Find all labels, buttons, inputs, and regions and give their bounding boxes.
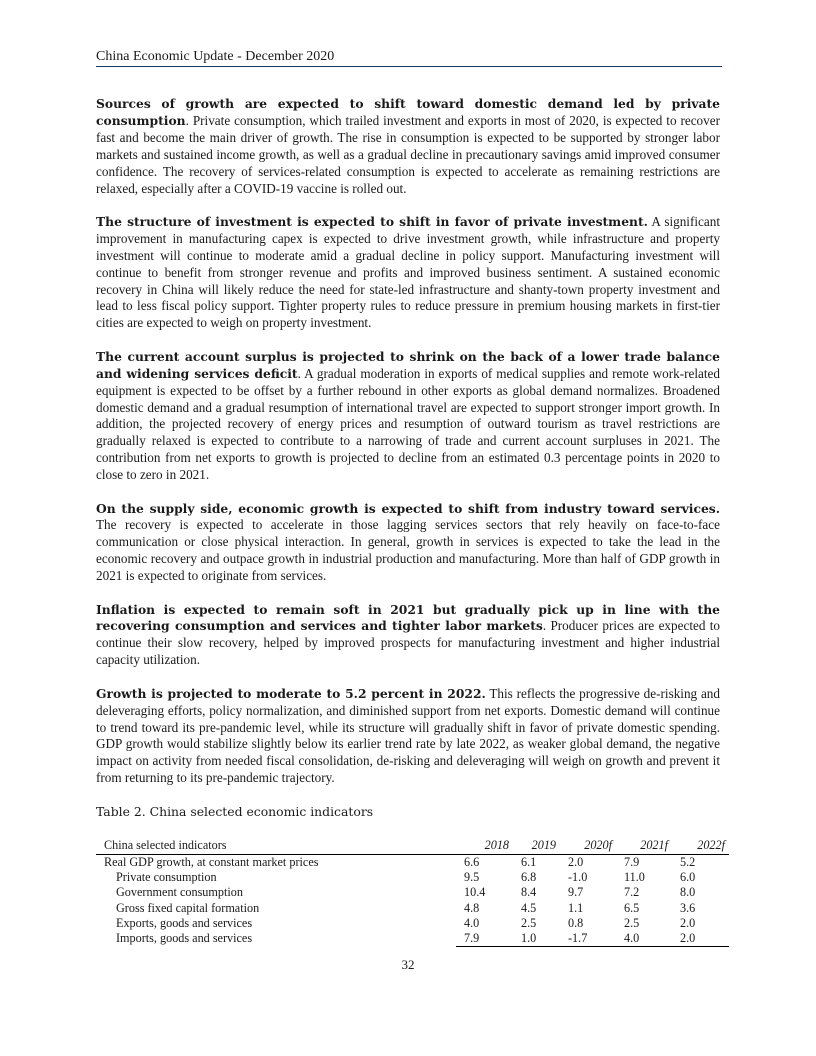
table-row [96,931,729,947]
paragraph-lead: Sources of growth are expected to shift toward domestic demand led by private consumption [96,96,720,128]
row-label: Real GDP growth, at constant market prices [104,854,319,869]
paragraph-supply-side [96,501,720,586]
table-row [96,901,729,916]
cell-value: 5.2 [680,854,696,869]
paragraph-text: The recovery is expected to accelerate in those lagging services sectors that rely heavily on face-to-face communication or close physical interaction. In general, growth in services is expected to take the lead in the economic recovery and outpace growth in industrial production and manufacturing. More than half of GDP growth in 2021 is expected to originate from services. [96,517,720,584]
running-header: China Economic Update - December 2020 [96,49,335,64]
paragraph-growth-2022 [96,686,720,787]
cell-value: 8.0 [680,885,696,900]
paragraph-lead: The structure of investment is expected to shift in favor of private investment. [96,213,648,229]
cell-value: 1.0 [513,931,560,947]
cell-value: 2.0 [680,915,696,930]
table-row [96,854,729,870]
cell-value: 4.0 [464,915,480,930]
paragraph-text: A significant improvement in manufacturing capex is expected to drive investment growth, while infrastructure and property investment will continue to moderate amid a gradual decline in policy support. Manufacturing investment will continue to benefit from stronger revenue and profits and improved business sentiment. A sustained economic recovery in China will likely reduce the need for state-led infrastructure and shanty-town property investment and lead to less fiscal policy support. Tighter property rules to reduce pressure in premium housing markets in first-tier cities are expected to weigh on property investment. [96,213,720,331]
cell-value: 10.4 [464,885,486,900]
table-row [96,916,729,931]
table-header-row [96,838,729,855]
paragraph-current-account [96,349,720,484]
cell-value: 2.5 [521,915,537,930]
row-label: Gross fixed capital formation [116,900,260,915]
cell-value: 2.0 [568,854,584,869]
paragraph-lead: On the supply side, economic growth is expected to shift from industry toward services. [96,500,720,516]
cell-value: 4.8 [464,900,480,915]
paragraph-text: . Producer prices are expected to continue their slow recovery, helped by improved prospects for manufacturing investment and higher industrial capacity utilization. [96,618,721,668]
header-rule [96,66,722,67]
row-label: Imports, goods and services [116,931,253,946]
table-row [96,870,729,885]
table-title: Table 2. China selected economic indicators [96,803,374,819]
cell-value: 2.0 [672,931,729,947]
document-body [96,96,725,947]
paragraph-text: . A gradual moderation in exports of medical supplies and remote work-related equipment is expected to be offset by a further rebound in other exports as global demand normalizes. Broadened domestic demand and a gradual resumption of international travel are expected to support stronger import growth. In addition, the projected recovery of energy prices and resumption of outward tourism as travel restrictions are gradually relaxed is expected to contribute to a narrowing of trade and current account surpluses in 2021. The contribution from net exports to growth is projected to decline from an estimated 0.3 percentage points in 2020 to close to zero in 2021. [96,365,721,483]
cell-value: 7.9 [624,854,640,869]
paragraph-text: . Private consumption, which trailed investment and exports in most of 2020, is expected to recover fast and become the main driver of growth. The rise in consumption is expected to be supported by stronger labor markets and sustained income growth, as well as a gradual decline in precautionary savings amid improved consumer confidence. The recovery of services-related consumption is expected to accelerate as remaining restrictions are relaxed, especially after a COVID-19 vaccine is rolled out. [96,112,720,196]
cell-value: -1.7 [560,931,616,947]
cell-value: 1.1 [568,900,584,915]
cell-value: 7.9 [456,931,513,947]
column-header-2022f: 2022f [672,838,729,855]
cell-value: 8.4 [521,885,537,900]
row-label: Exports, goods and services [116,915,253,930]
indicators-table [96,838,729,948]
cell-value: 3.6 [680,900,696,915]
paragraph-lead: Inflation is expected to remain soft in 2021 but gradually pick up in line with the recovering consumption and services and tighter labor markets [96,601,720,634]
cell-value: -1.0 [568,869,588,884]
cell-value: 11.0 [624,869,645,884]
cell-value: 4.0 [616,931,672,947]
paragraph-investment-structure [96,214,720,332]
paragraph-sources-of-growth [96,96,720,197]
cell-value: 7.2 [624,885,640,900]
cell-value: 9.5 [464,869,480,884]
paragraph-text: This reflects the progressive de-risking and deleveraging efforts, policy normalization, and diminished support from net exports. Domestic demand will continue to trend toward its pre-pandemic level, while its structure will gradually shift in favor of private domestic spending. GDP growth would stabilize slightly below its earlier trend rate by late 2022, as weaker global demand, the negative impact on activity from needed fiscal consolidation, de-risking and deleveraging will weigh on growth and prevent it from returning to its pre-pandemic trajectory. [96,685,720,786]
column-header-2019: 2019 [513,838,560,855]
row-label: Private consumption [116,869,217,884]
cell-value: 6.6 [464,854,480,869]
cell-value: 9.7 [568,885,584,900]
page-number: 32 [401,957,415,972]
column-header-indicator: China selected indicators [96,838,456,855]
cell-value: 6.0 [680,869,696,884]
column-header-2021f: 2021f [616,838,672,855]
cell-value: 6.5 [624,900,640,915]
paragraph-lead: Growth is projected to moderate to 5.2 percent in 2022. [96,685,486,701]
cell-value: 0.8 [568,915,584,930]
paragraph-lead: The current account surplus is projected to shrink on the back of a lower trade balance and widening services deficit [96,348,720,381]
cell-value: 6.1 [521,854,537,869]
row-label: Government consumption [116,885,243,900]
cell-value: 4.5 [521,900,537,915]
cell-value: 6.8 [521,869,537,884]
paragraph-inflation [96,602,720,670]
column-header-2020f: 2020f [560,838,616,855]
table-row [96,885,729,900]
cell-value: 2.5 [624,915,640,930]
column-header-2018: 2018 [456,838,513,855]
